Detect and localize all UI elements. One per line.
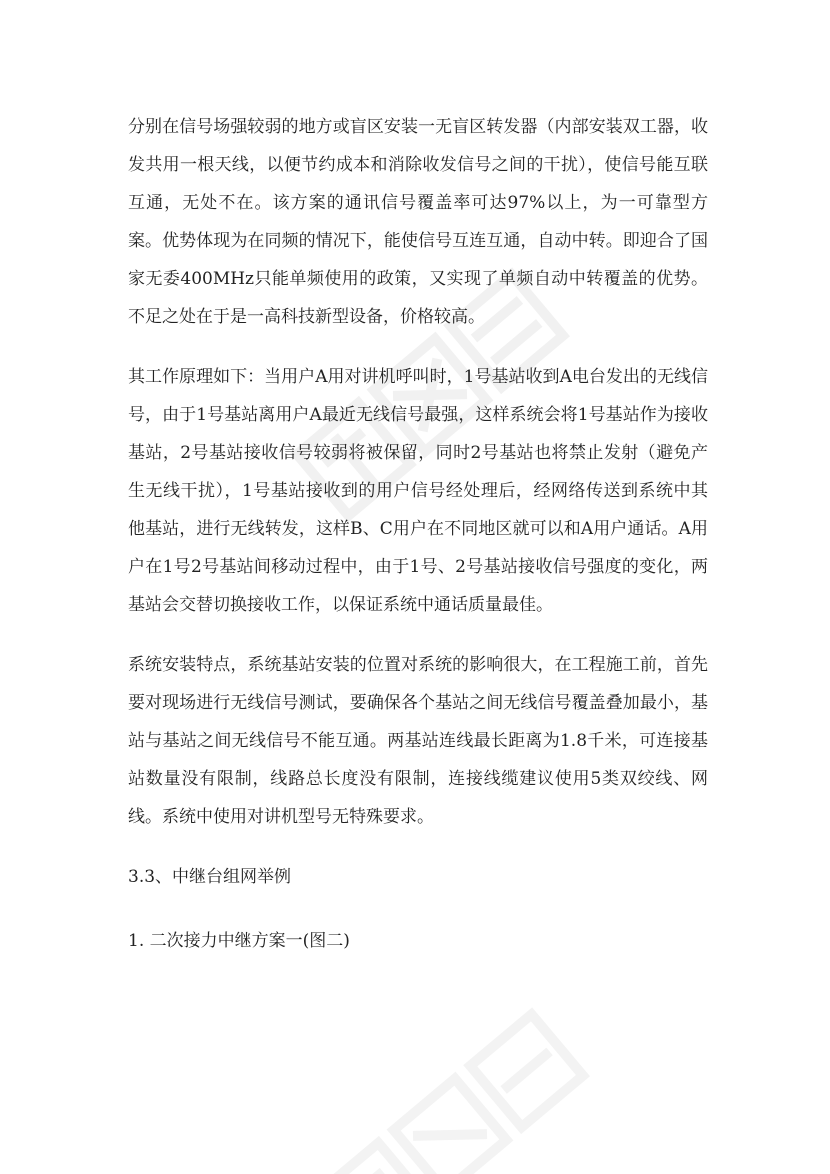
paragraph-installation-features: 系统安装特点，系统基站安装的位置对系统的影响很大，在工程施工前，首先要对现场进行无线信号测试，要确保各个基站之间无线信号覆盖叠加最小，基站与基站之间无线信号不能互通。两基站连线最长距离为1.8千米，可连接基站数量没有限制，线路总长度没有限制，连接线缆建议使用5类双绞线、网线。系统中使用对讲机型号无特殊要求。 (128, 655, 708, 827)
document-body (128, 108, 708, 986)
paragraph-working-principle: 其工作原理如下：当用户A用对讲机呼叫时，1号基站收到A电台发出的无线信号，由于1号基站离用户A最近无线信号最强，这样系统会将1号基站作为接收基站，2号基站接收信号较弱将被保留，同时2号基站也将禁止发射（避免产生无线干扰），1号基站接收到的用户信号经处理后，经网络传送到系统中其他基站，进行无线转发，这样B、C用户在不同地区就可以和A用户通话。A用户在1号2号基站间移动过程中，由于1号、2号基站接收信号强度的变化，两基站会交替切换接收工作，以保证系统中通话质量最佳。 (128, 367, 708, 615)
watermark-logo (300, 996, 601, 1174)
section-heading: 3.3、中继台组网举例 (128, 867, 292, 887)
paragraph-repeater-solution: 分别在信号场强较弱的地方或盲区安装一无盲区转发器（内部安装双工器，收发共用一根天线，以便节约成本和消除收发信号之间的干扰），使信号能互联互通，无处不在。该方案的通讯信号覆盖率可达97%以上，为一可靠型方案。优势体现为在同频的情况下，能使信号互连互通，自动中转。即迎合了国家无委400MHz只能单频使用的政策，又实现了单频自动中转覆盖的优势。不足之处在于是一高科技新型设备，价格较高。 (128, 117, 708, 327)
sub-heading: 1. 二次接力中继方案一(图二) (128, 931, 350, 951)
